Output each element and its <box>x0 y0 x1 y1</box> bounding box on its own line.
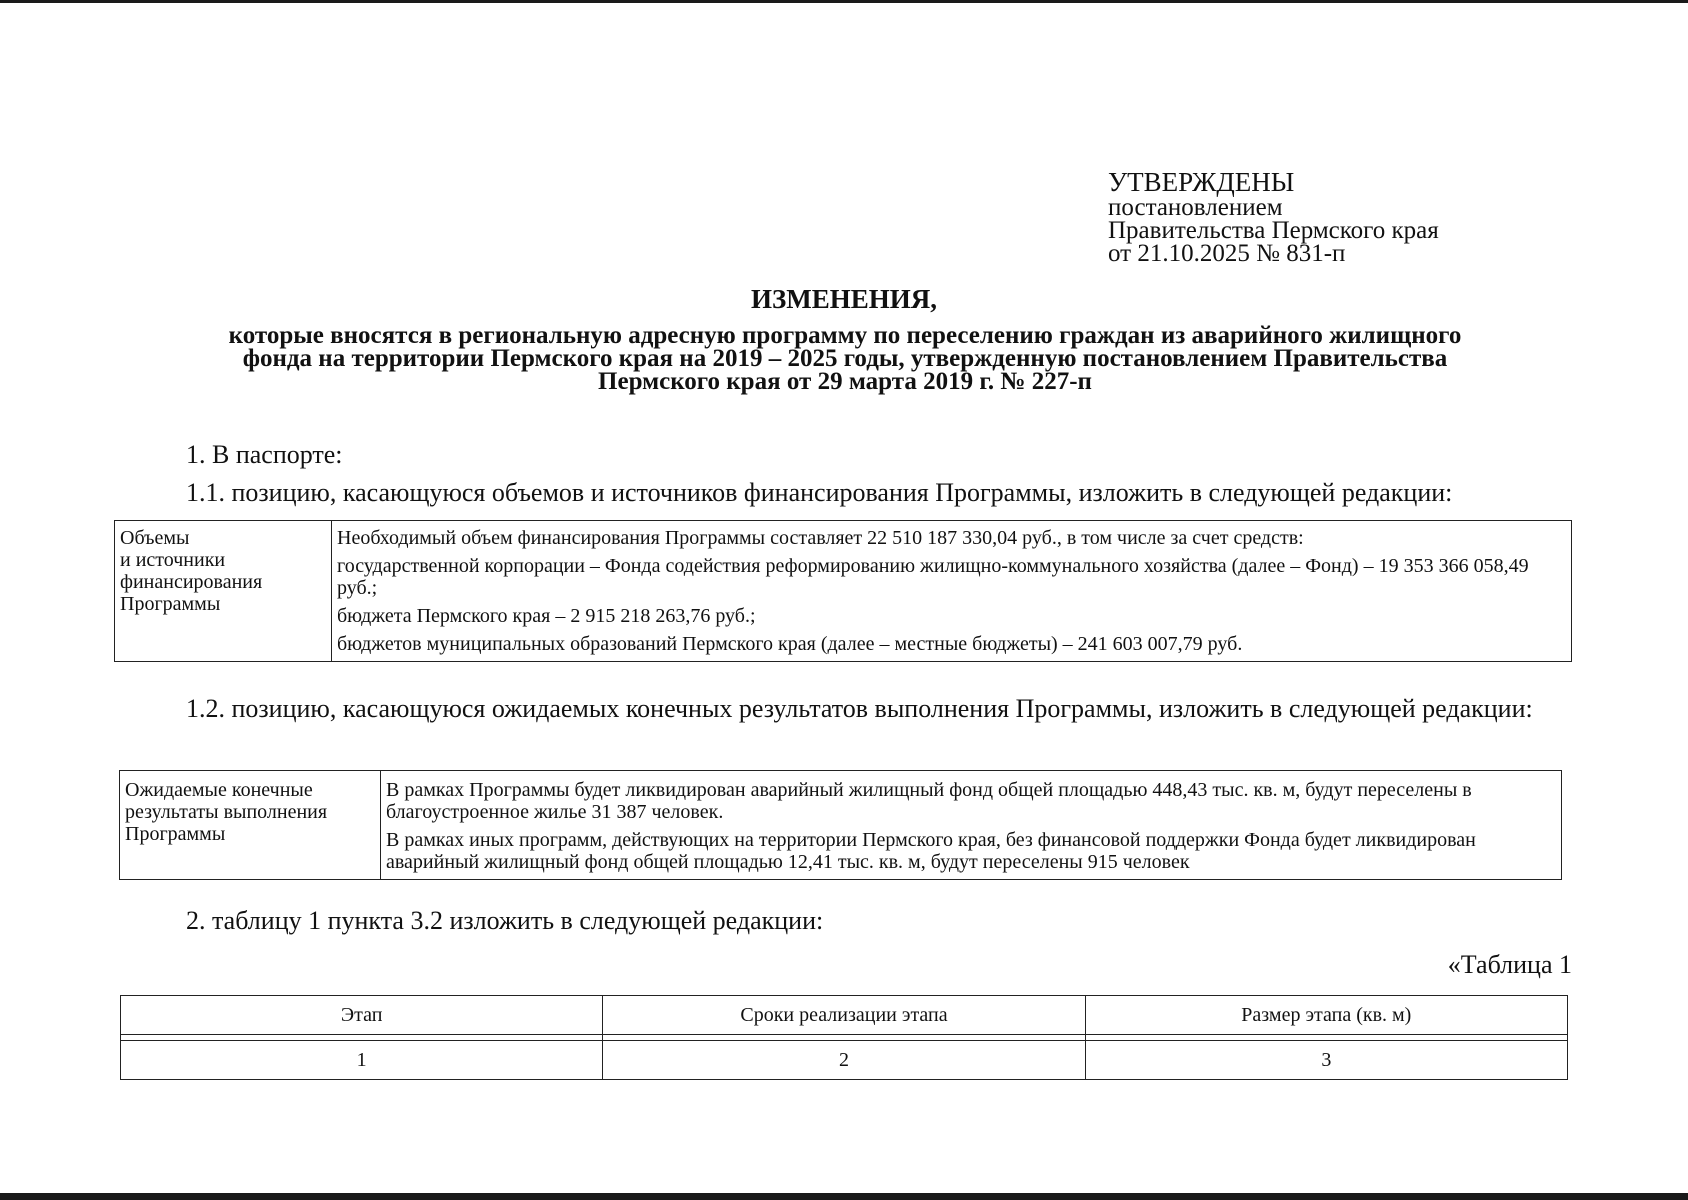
subtitle-line: Пермского края от 29 марта 2019 г. № 227-п <box>598 368 1092 395</box>
number-cell: 2 <box>603 1041 1085 1080</box>
number-cell: 1 <box>121 1041 603 1080</box>
approval-heading: УТВЕРЖДЕНЫ <box>1108 167 1295 197</box>
approval-line: от 21.10.2025 № 831-п <box>1108 240 1346 267</box>
subtitle-line: которые вносятся в региональную адресную программу по переселению граждан из аварийного жилищного <box>228 322 1462 349</box>
results-line: В рамках иных программ, действующих на территории Пермского края, без финансовой поддержки Фонда будет ликвидирован аварийный жилищный фонд общей площадью 12,41 тыс. кв. м, будут переселены 915 человек <box>386 829 1476 873</box>
table-header-row <box>121 996 1568 1035</box>
label-line: результаты выполнения <box>125 801 328 823</box>
label-line: и источники <box>120 549 226 571</box>
table-row <box>115 521 1572 662</box>
approval-line: постановлением <box>1108 194 1283 221</box>
paragraph-1-1: 1.1. позицию, касающуюся объемов и источников финансирования Программы, изложить в следующей редакции: <box>186 478 1453 507</box>
results-line: В рамках Программы будет ликвидирован аварийный жилищный фонд общей площадью 448,43 тыс. кв. м, будут переселены в благоустроенное жилье 31 387 человек. <box>386 779 1472 823</box>
header-cell-period: Сроки реализации этапа <box>603 996 1085 1035</box>
header-cell-stage: Этап <box>121 996 603 1035</box>
label-line: Ожидаемые конечные <box>125 779 313 801</box>
scan-edge-top <box>0 0 1688 3</box>
table-row <box>120 771 1562 880</box>
stage-table <box>120 995 1568 1080</box>
subtitle-line: фонда на территории Пермского края на 2019 – 2025 годы, утвержденную постановлением Правительства <box>242 345 1448 372</box>
paragraph-1: 1. В паспорте: <box>186 440 343 469</box>
label-line: Программы <box>120 593 221 615</box>
table-caption: «Таблица 1 <box>1447 950 1572 979</box>
financing-content-cell <box>332 521 1572 662</box>
header-cell-size: Размер этапа (кв. м) <box>1085 996 1567 1035</box>
results-content-cell <box>381 771 1562 880</box>
label-line: Программы <box>125 823 226 845</box>
table-number-row <box>121 1041 1568 1080</box>
financing-table <box>114 520 1572 662</box>
results-table <box>119 770 1562 880</box>
document-subtitle <box>140 324 1550 393</box>
financing-label-cell <box>115 521 332 662</box>
paragraph-2: 2. таблицу 1 пункта 3.2 изложить в следующей редакции: <box>186 906 824 935</box>
number-cell: 3 <box>1085 1041 1567 1080</box>
approval-stamp <box>1108 168 1439 265</box>
label-line: финансирования <box>120 571 263 593</box>
paragraph-1-2: 1.2. позицию, касающуюся ожидаемых конечных результатов выполнения Программы, изложить в следующей редакции: <box>186 694 1533 723</box>
results-label-cell <box>120 771 381 880</box>
label-line: Объемы <box>120 527 190 549</box>
financing-line: бюджета Пермского края – 2 915 218 263,76 руб.; <box>337 605 756 627</box>
financing-line: государственной корпорации – Фонда содействия реформированию жилищно-коммунального хозяйства (далее – Фонд) – 19 353 366 058,49 руб.; <box>337 555 1529 599</box>
financing-line: Необходимый объем финансирования Программы составляет 22 510 187 330,04 руб., в том числе за счет средств: <box>337 527 1304 549</box>
scan-edge-bottom <box>0 1193 1688 1200</box>
financing-line: бюджетов муниципальных образований Пермского края (далее – местные бюджеты) – 241 603 007,79 руб. <box>337 633 1243 655</box>
document-title: ИЗМЕНЕНИЯ, <box>750 284 937 314</box>
approval-line: Правительства Пермского края <box>1108 217 1439 244</box>
